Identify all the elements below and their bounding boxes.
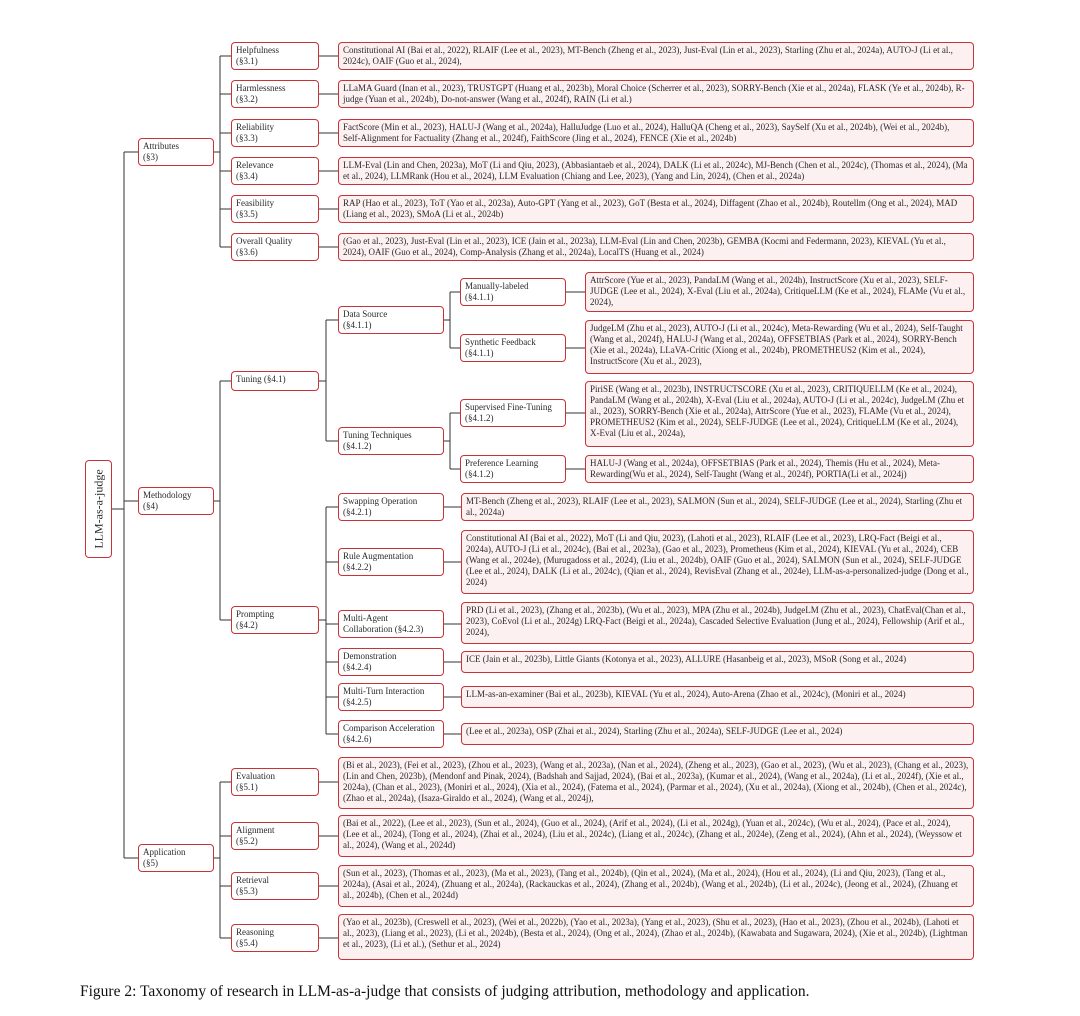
refs-swapping-operation: [461, 493, 974, 521]
comparison-acceleration-refs: (Lee et al., 2023a), OSP (Zhai et al., 2024), Starling (Zhu et al., 2024a), SELF-JUDGE (Lee et al., 2024): [466, 726, 843, 736]
data-source-label: Data Source (§4.1.1): [343, 309, 388, 330]
tuning-label: Tuning (§4.1): [236, 374, 286, 384]
node-relevance: [231, 157, 319, 185]
refs-comparison-acceleration: [461, 723, 974, 745]
refs-evaluation: [338, 757, 974, 809]
node-reliability: [231, 119, 319, 147]
overall-quality-refs: (Gao et al., 2023), Just-Eval (Lin et al., 2023), ICE (Jain et al., 2023a), LLM-Eval (Lin and Chen, 2023b), GEMBA (Kocmi and Federmann, 2023), KIEVAL (Yu et al., 2024), OAIF (Guo et al., 2024), Comp-Analysis (Zhang et al., 2024a), LocalTS (Huang et al., 2024): [343, 236, 946, 257]
node-prompting: [231, 606, 319, 634]
reliability-refs: FactScore (Min et al., 2023), HALU-J (Wang et al., 2024a), HalluJudge (Luo et al., 2024), HalluQA (Cheng et al., 2023), SaySelf (Xu et al., 2024b), (Wei et al., 2024b), Self-Alignment for Factuality (Zhang et al., 2024f), FaithScore (Jing et al., 2024), FENCE (Xie et al., 2024b): [343, 122, 950, 143]
node-demonstration: [338, 648, 444, 676]
refs-supervised-fine-tuning: [585, 381, 974, 447]
node-harmlessness: [231, 80, 319, 108]
reasoning-label: Reasoning (§5.4): [236, 927, 274, 948]
node-manually-labeled: [460, 278, 566, 306]
figure-caption: Figure 2: Taxonomy of research in LLM-as-a-judge that consists of judging attribution, methodology and application.: [80, 983, 810, 1000]
node-attributes: [138, 138, 214, 166]
reasoning-refs: (Yao et al., 2023b), (Creswell et al., 2023), (Wei et al., 2022b), (Yao et al., 2023a), (Yang et al., 2023), (Shu et al., 2023), (Hao et al., 2023), (Zhou et al., 2024b), (Lahoti et al., 2023), (Liang et al., 2023), (Li et al., 2024b), (Besta et al., 2024), (Ong et al., 2024), (Zhao et al., 2024b), (Kawabata and Sugawara, 2024), (Xie et al., 2024b), (Lightman et al., 2023), (Li et al.), (Sethur et al., 2024): [343, 917, 968, 949]
node-tuning-techniques: [338, 427, 444, 455]
harmlessness-label: Harmlessness (§3.2): [236, 83, 286, 104]
refs-multi-turn: [461, 686, 974, 708]
node-preference-learning: [460, 455, 566, 483]
tuning-techniques-label: Tuning Techniques (§4.1.2): [343, 430, 412, 451]
supervised-fine-tuning-refs: PiriSE (Wang et al., 2023b), INSTRUCTSCORE (Xu et al., 2023), CRITIQUELLM (Ke et al., 2024), PandaLM (Wang et al., 2024h), X-Eval (Liu et al., 2024a), AUTO-J (Li et al., 2024c), JudgeLM (Zhu et al., 2023), SORRY-Bench (Xie et al., 2024a), AttrScore (Yue et al., 2023), FLAMe (Vu et al., 2024), PROMETHEUS2 (Kim et al., 2024), SELF-JUDGE (Lee et al., 2024), CritiqueLLM (Ke et al., 2024), X-Eval (Liu et al., 2024a),: [590, 384, 965, 438]
refs-helpfulness: [338, 42, 974, 70]
manually-labeled-label: Manually-labeled (§4.1.1): [465, 281, 529, 302]
application-label: Application (§5): [143, 847, 186, 868]
node-swapping-operation: [338, 493, 444, 521]
node-feasibility: [231, 195, 319, 223]
comparison-acceleration-label: Comparison Acceleration (§4.2.6): [343, 723, 435, 744]
relevance-label: Relevance (§3.4): [236, 160, 274, 181]
refs-rule-augmentation: [461, 530, 974, 594]
rule-augmentation-refs: Constitutional AI (Bai et al., 2022), MoT (Li and Qiu, 2023), (Lahoti et al., 2023), RLAIF (Lee et al., 2023), LRQ-Fact (Beigi et al., 2024a), AUTO-J (Li et al., 2024c), (Bai et al., 2023a), (Gao et al., 2023), Prometheus (Kim et al., 2024), KIEVAL (Yu et al., 2024), CEB (Wang et al., 2024e), (Murugadoss et al., 2024), (Liu et al., 2024b), OAIF (Guo et al., 2024), SALMON (Sun et al., 2024), SELF-JUDGE (Lee et al., 2024), DALK (Li et al., 2024c), (Qian et al., 2024), RevisEval (Zhang et al., 2024e), LLM-as-a-personalized-judge (Dong et al., 2024): [466, 533, 969, 587]
node-helpfulness: [231, 42, 319, 70]
multi-agent-label: Multi-Agent Collaboration (§4.2.3): [343, 613, 424, 634]
relevance-refs: LLM-Eval (Lin and Chen, 2023a), MoT (Li and Qiu, 2023), (Abbasiantaeb et al., 2024), DALK (Li et al., 2024c), MJ-Bench (Chen et al., 2024c), (Thomas et al., 2024), (Ma et al., 2024), LLMRank (Hou et al., 2024), LLM Evaluation (Chiang and Lee, 2023), (Yang and Lin, 2024), (Chen et al., 2024a): [343, 160, 968, 181]
refs-reliability: [338, 119, 974, 147]
swapping-operation-label: Swapping Operation (§4.2.1): [343, 496, 418, 517]
multi-agent-refs: PRD (Li et al., 2023), (Zhang et al., 2023b), (Wu et al., 2023), MPA (Zhu et al., 2024b), JudgeLM (Zhu et al., 2023), ChatEval(Chan et al., 2023), CoEvol (Li et al., 2024g) LRQ-Fact (Beigi et al., 2024a), Cascaded Selective Evaluation (Jung et al., 2024), Fellowship (Arif et al., 2024),: [466, 605, 966, 637]
multi-turn-refs: LLM-as-an-examiner (Bai et al., 2023b), KIEVAL (Yu et al., 2024), Auto-Arena (Zhao et al., 2024c), (Moniri et al., 2024): [466, 689, 906, 699]
retrieval-label: Retrieval (§5.3): [236, 875, 269, 896]
refs-preference-learning: [585, 455, 974, 483]
feasibility-refs: RAP (Hao et al., 2023), ToT (Yao et al., 2023a), Auto-GPT (Yang et al., 2023), GoT (Besta et al., 2024), Diffagent (Zhao et al., 2024b), Routellm (Ong et al., 2024), MAD (Liang et al., 2023), SMoA (Li et al., 2024b): [343, 198, 958, 219]
refs-synthetic-feedback: [585, 320, 974, 374]
methodology-label: Methodology (§4): [143, 490, 192, 511]
refs-reasoning: [338, 914, 974, 960]
alignment-label: Alignment (§5.2): [236, 825, 275, 846]
node-retrieval: [231, 872, 319, 900]
demonstration-label: Demonstration (§4.2.4): [343, 651, 397, 672]
multi-turn-label: Multi-Turn Interaction (§4.2.5): [343, 686, 425, 707]
node-comparison-acceleration: [338, 720, 444, 748]
root-label: LLM-as-a-judge: [91, 469, 105, 549]
helpfulness-label: Helpfulness (§3.1): [236, 45, 279, 66]
node-supervised-fine-tuning: [460, 399, 566, 427]
refs-overall-quality: [338, 233, 974, 261]
refs-demonstration: [461, 651, 974, 673]
retrieval-refs: (Sun et al., 2023), (Thomas et al., 2023), (Ma et al., 2023), (Tang et al., 2024b), (Qin et al., 2024), (Ma et al., 2024), (Hou et al., 2024), (Li and Qiu, 2023), (Tang et al., 2024a), (Asai et al., 2024), (Zhuang et al., 2024a), (Rackauckas et al., 2024), (Zhang et al., 2024b), (Wang et al., 2024b), (Li et al., 2024c), (Jeong et al., 2024), (Zhuang et al., 2024b), (Chen et al., 2024d): [343, 868, 958, 900]
node-application: [138, 844, 214, 872]
synthetic-feedback-refs: JudgeLM (Zhu et al., 2023), AUTO-J (Li et al., 2024c), Meta-Rewarding (Wu et al., 2024), Self-Taught (Wang et al., 2024f), HALU-J (Wang et al., 2024a), OFFSETBIAS (Park et al., 2024), SORRY-Bench (Xie et al., 2024a), LLaVA-Critic (Xiong et al., 2024b), PROMETHEUS2 (Kim et al., 2024), InstructScore (Xu et al., 2023),: [590, 323, 963, 366]
harmlessness-refs: LLaMA Guard (Inan et al., 2023), TRUSTGPT (Huang et al., 2023b), Moral Choice (Scherrer et al., 2023), SORRY-Bench (Xie et al., 2024a), FLASK (Ye et al., 2024b), R-judge (Yuan et al., 2024b), Do-not-answer (Wang et al., 2024f), RAIN (Li et al.): [343, 83, 965, 104]
overall-quality-label: Overall Quality (§3.6): [236, 236, 293, 257]
feasibility-label: Feasibility (§3.5): [236, 198, 274, 219]
preference-learning-label: Preference Learning (§4.1.2): [465, 458, 539, 479]
node-multi-agent: [338, 610, 444, 638]
refs-alignment: [338, 815, 974, 857]
manually-labeled-refs: AttrScore (Yue et al., 2023), PandaLM (Wang et al., 2024h), InstructScore (Xu et al., 2023), SELF-JUDGE (Lee et al., 2024), X-Eval (Liu et al., 2024a), CritiqueLLM (Ke et al., 2024), FLAMe (Vu et al., 2024),: [590, 275, 966, 307]
attributes-label: Attributes (§3): [143, 141, 179, 162]
refs-manually-labeled: [585, 272, 974, 312]
synthetic-feedback-label: Synthetic Feedback (§4.1.1): [465, 337, 536, 358]
node-multi-turn: [338, 683, 444, 711]
demonstration-refs: ICE (Jain et al., 2023b), Little Giants (Kotonya et al., 2023), ALLURE (Hasanbeig et al., 2023), MSoR (Song et al., 2024): [466, 654, 907, 664]
node-alignment: [231, 822, 319, 850]
refs-relevance: [338, 157, 974, 185]
node-tuning: [231, 371, 319, 391]
preference-learning-refs: HALU-J (Wang et al., 2024a), OFFSETBIAS (Park et al., 2024), Themis (Hu et al., 2024), Meta-Rewarding(Wu et al., 2024), Self-Taught (Wang et al., 2024f), PORTIA(Li et al., 2024j): [590, 458, 941, 479]
refs-feasibility: [338, 195, 974, 223]
refs-retrieval: [338, 865, 974, 907]
helpfulness-refs: Constitutional AI (Bai et al., 2022), RLAIF (Lee et al., 2023), MT-Bench (Zheng et al., 2023), Just-Eval (Lin et al., 2023), Starling (Zhu et al., 2024a), AUTO-J (Li et al., 2024c), OAIF (Guo et al., 2024),: [343, 45, 953, 66]
refs-harmlessness: [338, 80, 974, 108]
swapping-operation-refs: MT-Bench (Zheng et al., 2023), RLAIF (Lee et al., 2023), SALMON (Sun et al., 2024), SELF-JUDGE (Lee et al., 2024), Starling (Zhu et al., 2024a): [466, 496, 963, 517]
node-methodology: [138, 487, 214, 515]
node-reasoning: [231, 924, 319, 952]
node-data-source: [338, 306, 444, 334]
prompting-label: Prompting (§4.2): [236, 609, 275, 630]
evaluation-refs: (Bi et al., 2023), (Fei et al., 2023), (Zhou et al., 2023), (Wang et al., 2023a), (Nan et al., 2024), (Zheng et al., 2023), (Gao et al., 2023), (Wu et al., 2023), (Chang et al., 2023), (Lin and Chen, 2023b), (Mendonf and Pinak, 2024), (Badshah and Sajjad, 2024), (Bai et al., 2023a), (Kumar et al., 2024), (Wang et al., 2024a), (Li et al., 2024f), (Xie et al., 2024a), (Chan et al., 2023), (Moniri et al., 2024), (Xia et al., 2024), (Fatema et al., 2024), (Parmar et al., 2024), (Xu et al., 2024a), (Xiong et al., 2024b), (Chen et al., 2024c), (Zhao et al., 2024a), (Isaza-Giraldo et al., 2024), (Wang et al., 2024j),: [343, 760, 969, 803]
reliability-label: Reliability (§3.3): [236, 122, 274, 143]
alignment-refs: (Bai et al., 2022), (Lee et al., 2023), (Sun et al., 2024), (Guo et al., 2024), (Arif et al., 2024), (Li et al., 2024g), (Yuan et al., 2024c), (Wu et al., 2024), (Pace et al., 2024), (Lee et al., 2024), (Tong et al., 2024), (Zhai et al., 2024), (Liu et al., 2024c), (Liang et al., 2024c), (Zhang et al., 2024e), (Zeng et al., 2024), (Ahn et al., 2024), (Weyssow et al., 2024), (Wang et al., 2024d): [343, 818, 962, 850]
node-overall-quality: [231, 233, 319, 261]
evaluation-label: Evaluation (§5.1): [236, 771, 275, 792]
node-synthetic-feedback: [460, 334, 566, 362]
node-rule-augmentation: [338, 548, 444, 576]
refs-multi-agent: [461, 602, 974, 644]
root-node: [85, 460, 112, 558]
node-evaluation: [231, 768, 319, 796]
rule-augmentation-label: Rule Augmentation (§4.2.2): [343, 551, 414, 572]
supervised-fine-tuning-label: Supervised Fine-Tuning (§4.1.2): [465, 402, 552, 423]
